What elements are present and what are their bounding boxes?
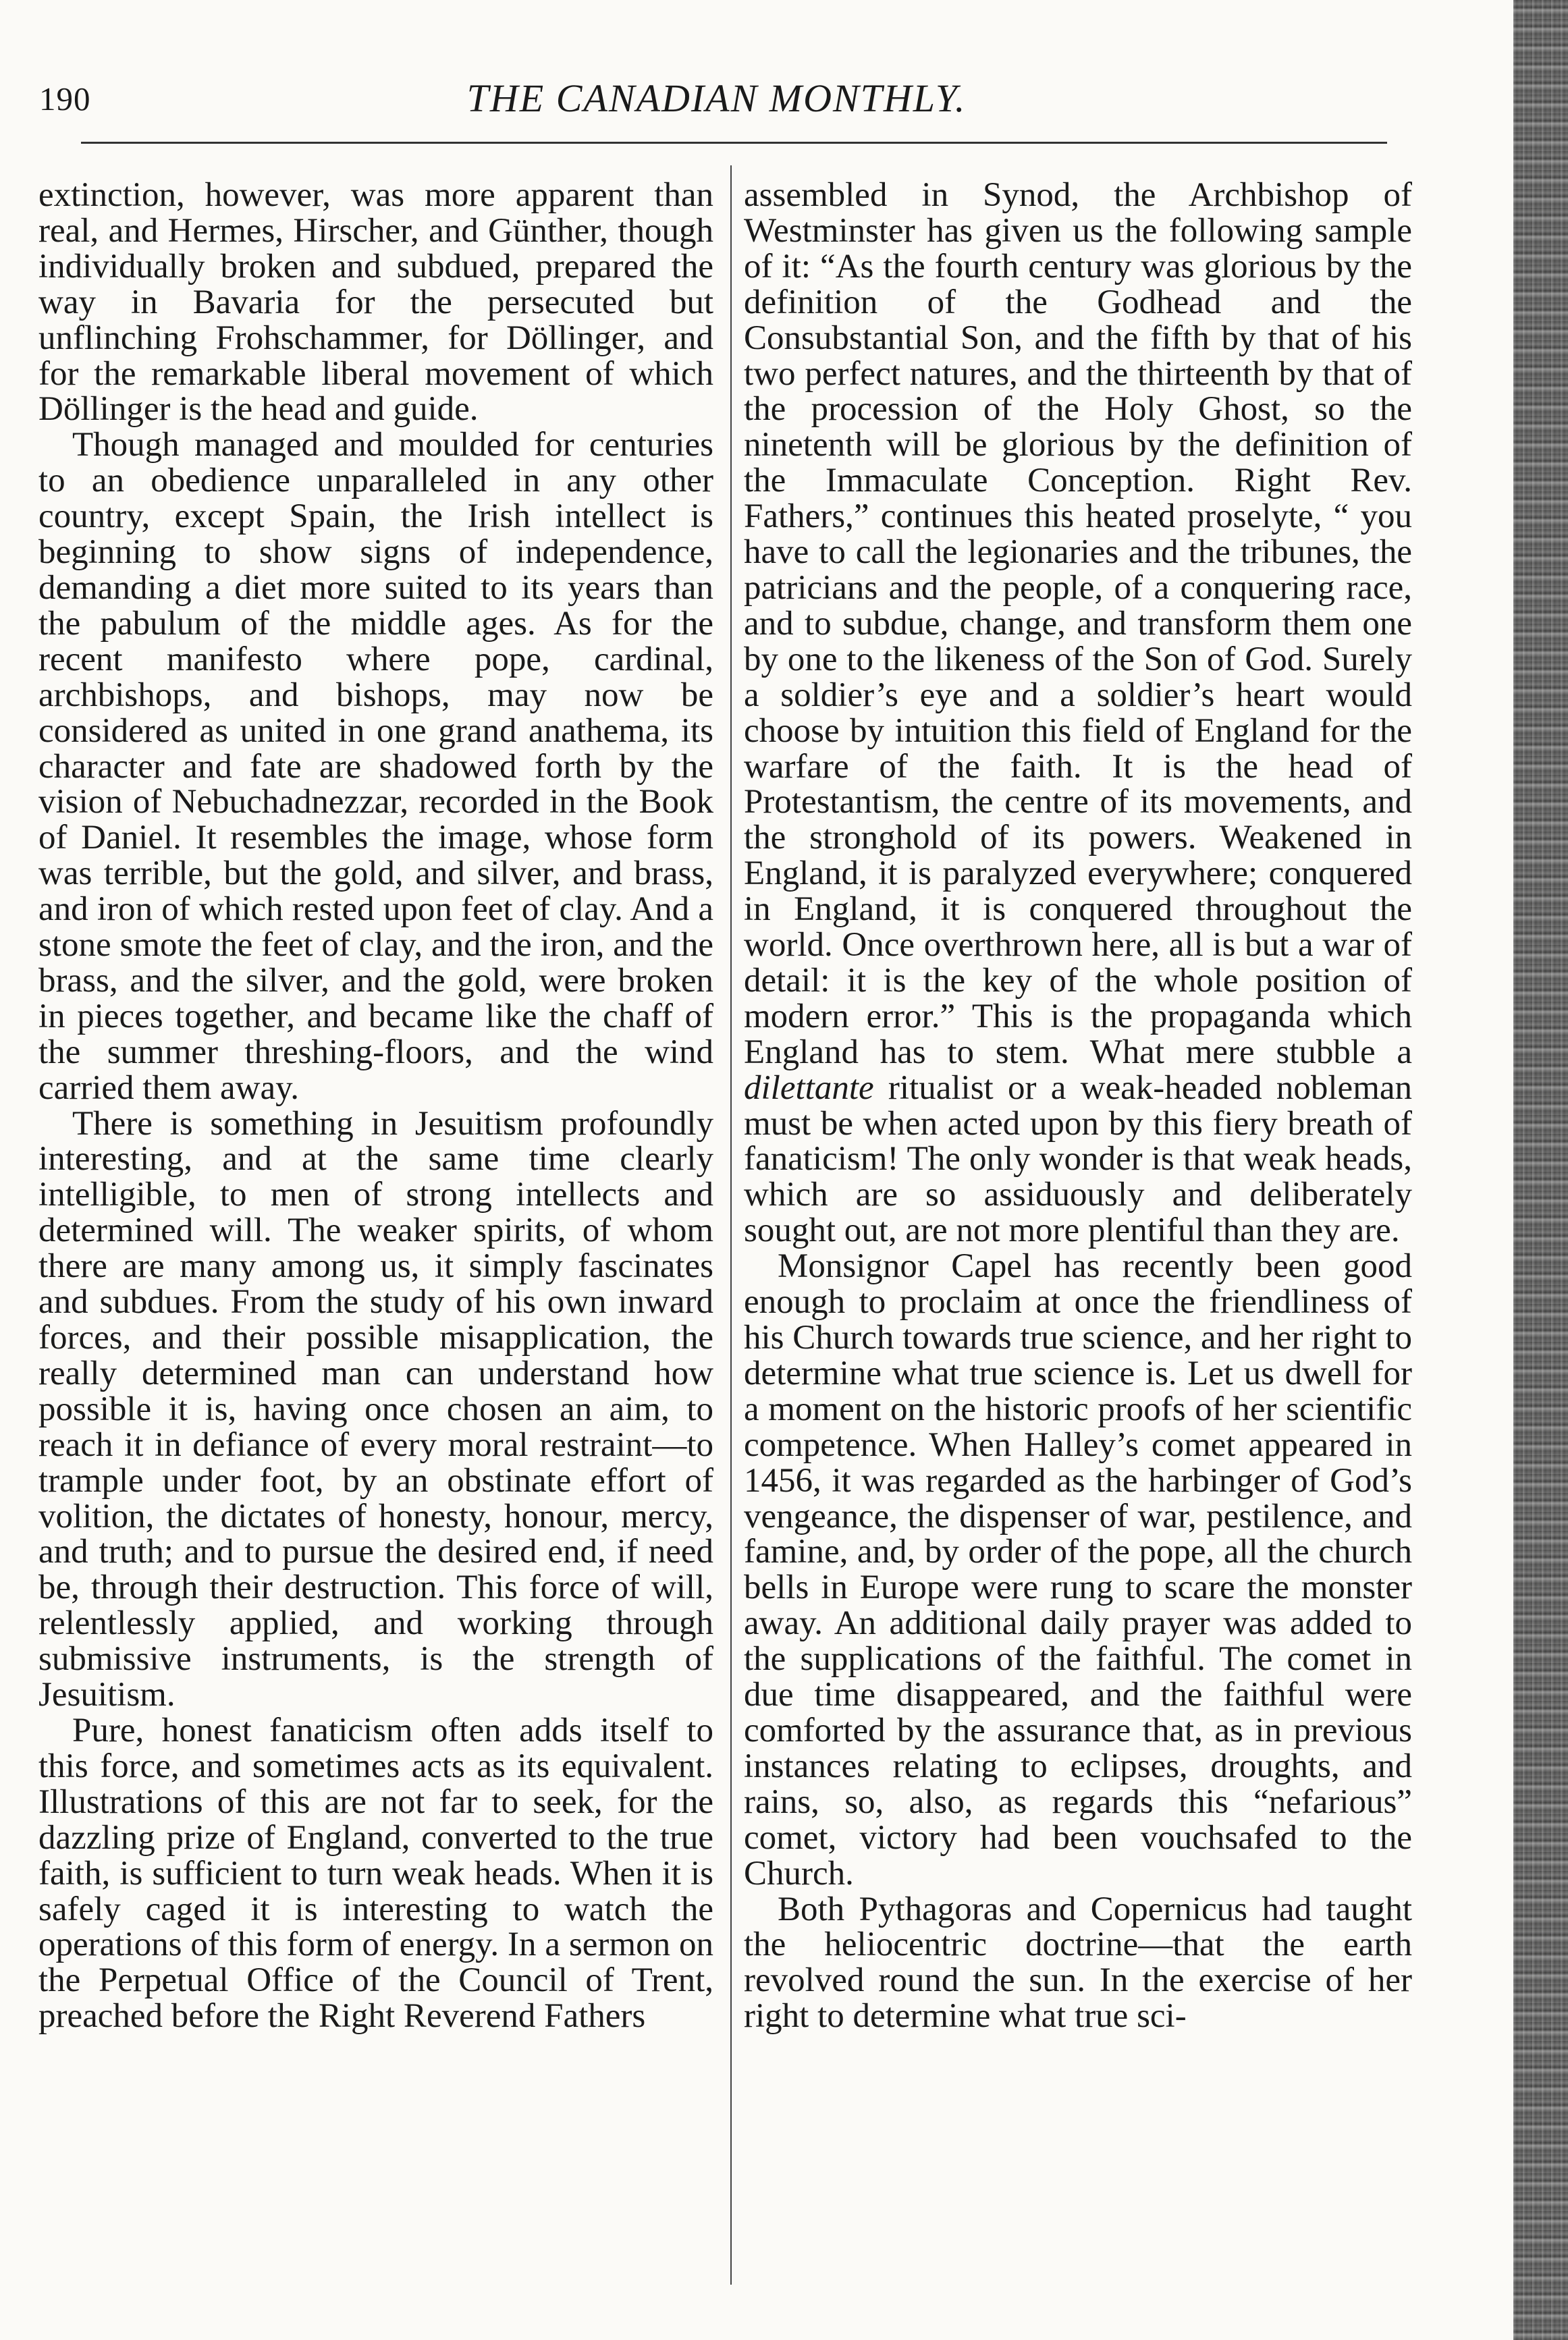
paragraph: There is something in Jesuitism profoundly interesting, and at the same time clearly intelligible, to men of strong intellects and determined will. The weaker spirits, of whom there are many among us, it simply fascinates and subdues. From the study of his own inward forces, and their possible misapplication, the really determined man can understand how possible it is, having once chosen an aim, to reach it in defiance of every moral restraint—to trample under foot, by an obstinate effort of volition, the dictates of honesty, honour, mercy, and truth; and to pursue the desired end, if need be, through their destruction. This force of will, relentlessly applied, and working through submissive instruments, is the strength of Jesuitism. [38,1104,713,1714]
right-column [744,178,1412,2310]
italic-term: dilettante [744,1068,874,1107]
paragraph-text: assembled in Synod, the Archbishop of Westminster has given us the following sample of it: “As the fourth century was glorious by the definition of the Godhead and the Consubstantial Son, and the fifth by that of his two perfect natures, and the thirteenth by that of the procession of the Holy Ghost, so the ninetenth will be glorious by the definition of the Immaculate Conception. Right Rev. Fathers,” continues this heated proselyte, “ you have to call the legionaries and the tribunes, the patricians and the people, of a conquering race, and to subdue, change, and transform them one by one to the likeness of the Son of God. Surely a soldier’s eye and a soldier’s heart would choose by intuition this field of England for the warfare of the faith. It is the head of Protestantism, the centre of its movements, and the stronghold of its powers. Weakened in England, it is paralyzed everywhere; conquered in England, it is conquered throughout the world. Once overthrown here, all is but a war of detail: it is the key of the whole position of modern error.” This is the propaganda which England has to stem. What mere stubble a [744,176,1412,1071]
paragraph: Monsignor Capel has recently been good enough to proclaim at once the friendliness of his Church towards true science, and her right to determine what true science is. Let us dwell for a moment on the historic proofs of her scientific competence. When Halley’s comet appeared in 1456, it was regarded as the harbinger of God’s vengeance, the dispenser of war, pestilence, and famine, and, by order of the pope, all the church bells in Europe were rung to scare the monster away. An additional daily prayer was added to the supplications of the faithful. The comet in due time disappeared, and the faithful were comforted by the assurance that, as in previous instances relating to eclipses, droughts, and rains, so, also, as regards this “nefarious” comet, victory had been vouchsafed to the Church. [744,1247,1412,1893]
running-head: THE CANADIAN MONTHLY. [466,76,967,120]
paragraph: Both Pythagoras and Copernicus had taught the heliocentric doctrine—that the earth revolved round the sun. In the exercise of her right to determine what true sci- [744,1890,1412,2036]
left-column [38,178,713,2310]
column-rule [730,165,732,2285]
paragraph-text: ritualist or a weak-headed nobleman must be when acted upon by this fiery breath of fanaticism! The only wonder is that weak heads, which are so assiduously and deliberately sought out, are not more plentiful than they are. [744,1068,1412,1250]
header-rule [81,142,1387,144]
page-number: 190 [39,80,91,117]
paragraph: extinction, however, was more apparent than real, and Hermes, Hirscher, and Günther, though individually broken and subdued, prepared the way in Bavaria for the persecuted but unflinching Frohschammer, for Döllinger, and for the remarkable liberal movement of which Döllinger is the head and guide. [38,176,713,429]
paragraph: Pure, honest fanaticism often adds itself to this force, and sometimes acts as its equivalent. Illustrations of this are not far to seek, for the dazzling prize of England, converted to the true faith, is sufficient to turn weak heads. When it is safely caged it is interesting to watch the operations of this form of energy. In a sermon on the Perpetual Office of the Council of Trent, preached before the Right Reverend Fathers [38,1711,713,2036]
paragraph: Though managed and moulded for centuries to an obedience unparalleled in any other country, except Spain, the Irish intellect is beginning to show signs of independence, demanding a diet more suited to its years than the pabulum of the middle ages. As for the recent manifesto where pope, cardinal, archbishops, and bishops, may now be considered as united in one grand anathema, its character and fate are shadowed forth by the vision of Nebuchadnezzar, recorded in the Book of Daniel. It resembles the image, whose form was terrible, but the gold, and silver, and brass, and iron of which rested upon feet of clay. And a stone smote the feet of clay, and the iron, and the brass, and the silver, and the gold, were broken in pieces together, and became like the chaff of the summer threshing-floors, and the wind carried them away. [38,426,713,1107]
scanned-page-edge [1513,0,1568,2340]
paragraph [744,178,1412,1249]
